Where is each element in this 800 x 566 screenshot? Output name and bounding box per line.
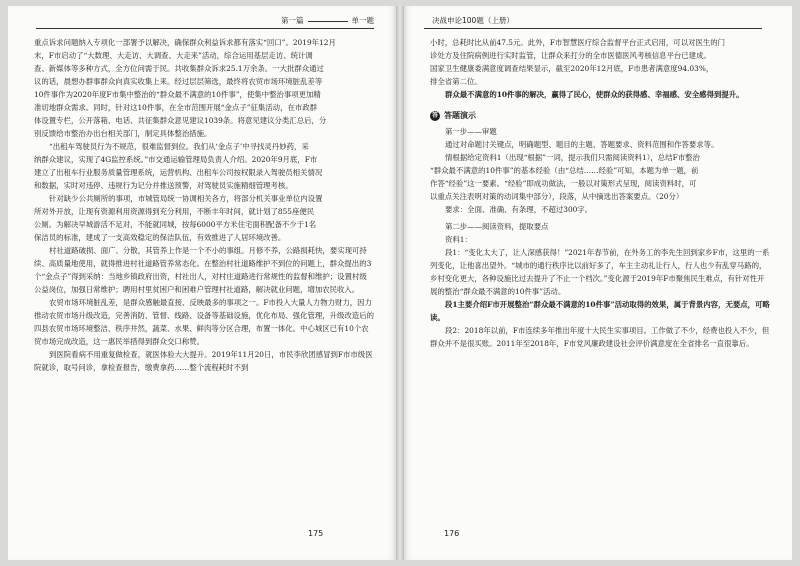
answer-icon: 答 bbox=[431, 111, 438, 119]
section-heading bbox=[430, 109, 770, 122]
text-line: 到医院看病不用重复做检查，就医体验大大提升。2019年11月20日，市民李欣团感冒到F市市级医院就诊，取号问诊，拿检查报告，缴费拿药……整个流程耗时不到 bbox=[34, 350, 373, 372]
step2-title: 第二步——阅读资料，提取要点 bbox=[445, 222, 549, 231]
text-line: 末，F市启动了“大数理、大走访、大调查、大走来”活动，综合运用基层走访、统计调 bbox=[34, 51, 313, 60]
material-label: 资料1： bbox=[445, 235, 472, 244]
text-line: 10件事作为2020年度F市集中整治的“群众最不满意的10件事”，使集中整治事项更加精 bbox=[34, 90, 321, 99]
header-rule bbox=[36, 28, 374, 29]
left-running-header bbox=[281, 15, 374, 26]
text-line: 纳群众建议，实现了4G监控系统。”市交通运输管理局负责人介绍。2020年9月底，F市 bbox=[34, 155, 318, 164]
text-line: 查、新媒体等多种方式，全方位问需于民。共收集群众诉求25.1万余条。一大批群众通过 bbox=[34, 64, 324, 73]
header-rule bbox=[424, 28, 762, 29]
text-line: 体设置专栏，公开落箱、电话、共征集群众意见建议1039条。将意见建议分类汇总后，分 bbox=[34, 116, 327, 125]
text-line: 通过对命题讨关键点，明确题型、题目的主题、答题要求、资料范围和作答要求等。 bbox=[445, 140, 719, 149]
header-part-label: 第一篇 bbox=[281, 16, 304, 25]
right-page-number: 176 bbox=[444, 529, 460, 538]
text-line: 群众最不满意的10件事的解决，赢得了民心，使群众的获得感、幸福感、安全感得到提升。 bbox=[445, 90, 744, 99]
text-line: 别反馈给市整治办出台相关部门，制定具体整治措施。 bbox=[34, 129, 212, 138]
text-line: 建立了出租车行业服务质量管理系统，运营机构、出租车公司按权限录入驾驶员相关情况 bbox=[34, 168, 323, 177]
left-page bbox=[8, 6, 396, 560]
text-line: 以重点关注表明对策的动词集中部分），段落，从中摘选出答案要点。（20分） bbox=[430, 192, 684, 201]
text-line: 保洁员的标准，建成了一支高效稳定的保洁队伍，有效推进了人居环境改善。 bbox=[34, 233, 286, 242]
text-line: 公厕。为解决早城游活不足对，不能就同城，按每6000平方米住宅面积配备不少于1名 bbox=[34, 220, 317, 229]
text-line: 准切地群众需求。同时，针对这10件事，在全市范围开展“金点子”征集活动，在市政群 bbox=[34, 103, 318, 112]
text-line: 国家卫生健康委满意度调查结果显示，截至2020年12月底，F市患者满意度94.03%， bbox=[430, 64, 714, 73]
text-line: 作答“经验”这一要素。“经验”即成功做法，一般以对策形式呈现，阅读资料时，可 bbox=[430, 179, 697, 188]
text-line: 和数据，实时对违停、违规行为记分并推送预警，对驾驶员实施精细管理考核。 bbox=[34, 181, 293, 190]
text-line: 村社道路破损、面广、分散，其管养上作是一个不小的事组。月修不养，公路损耗快，要实现可持续、高质量地使用，就得推进村社道路管养常态化。在整治村社道路维护不到位的问题上，群众提出的3个“金点子”得到采纳：当地乡镇政府出资，村社出人，对村庄道路进行常规性的监督和维护；设置村级公益岗位，加强日常维护；聘用村里贫困户和困难户管理村社道路，解决就业问题，增加农民收入。 bbox=[34, 246, 372, 294]
section-title: 答题演示 bbox=[444, 111, 476, 120]
text-line: 诊处方及住院病例进行实时监管，让群众来打分的全市医德医风考核信息平台已建成。 bbox=[430, 51, 711, 60]
material-paragraph-1: 段1：“变化太大了，让人深感获得！”2021年春节前，在外务工的李先生回到家乡F市，这里的一系列变化，让他喜出望外。“城市的通行秩序比以前好多了，车主主动礼让行人，行人也少有乱穿马路的，乡村变化更大，各种设施比过去提升了不止一个档次。”变化源于2019年F市聚焦民生难点，有针对性开展的整治“群众最不满意的10件事”活动。 bbox=[430, 248, 770, 296]
text-line: 情根据给定资料1（出现“根据”一词，提示我们只需阅读资料1），总结F市整治 bbox=[445, 153, 700, 162]
step1-title: 第一步——审题 bbox=[445, 127, 497, 136]
text-line: “群众最不满意的10件事”的基本经验（由“总结……经验”可知，本题为单一题，前 bbox=[430, 166, 699, 175]
left-page-text bbox=[34, 36, 374, 374]
paragraph-1-note: 段1主要介绍F市开展整治“群众最不满意的10件事”活动取得的效果，属于背景内容，无要点，可略读。 bbox=[430, 300, 770, 322]
left-page-number: 175 bbox=[308, 529, 324, 538]
header-chapter-label: 单一题 bbox=[351, 16, 374, 25]
right-page-text bbox=[430, 36, 770, 350]
material-paragraph-2: 段2：2018年以前，F市连续多年推出年度十大民生实事项目。工作做了不少，经费也投入不少，但群众并不是很买账。2011年至2018年，F市党风廉政建设社会评价满意度在全省排名一直很靠后。 bbox=[430, 326, 770, 348]
right-page bbox=[404, 6, 792, 560]
text-line: 要求：全面、准确、有条理，不超过300字。 bbox=[445, 205, 593, 214]
text-line: 排全省第二位。 bbox=[430, 77, 482, 86]
text-line: 重点诉求问题纳入专项化一部署予以解决，确保群众利益诉求都有落实“回口”。2019年12月 bbox=[34, 38, 336, 47]
text-line: 农贸市场环境脏乱差，是群众感触最直接、反映最多的事项之一。F市投入大量人力物力财力，因力推动农贸市场升级改造，完善消防、管督、线路、设备等基础设施，优化布局、强化管理，升级改造后的四县农贸市场环境整洁、秩序井然，蔬菜、水果、鲜肉等分区合理，布置一体化。中心城区已有10个农贸市场完成改造，这一惠民举措得到群众交口称赞。 bbox=[34, 298, 374, 346]
text-line: “出租车驾驶员行为不规范，很难监督到位。我们从‘金点子’中寻找灵丹妙药，采 bbox=[49, 142, 309, 151]
text-line: 所对外开放，让现有资源利用资源得到充分利用，不断丰年时间，就计划了855座便民 bbox=[34, 207, 315, 216]
text-line: 小时，总耗时比从前47.5元。此外，F市智慧医疗综合监督平台正式启用，可以对医生的门 bbox=[430, 38, 726, 47]
book-spine bbox=[396, 6, 404, 560]
text-line: 议的话，晨想办群事群众向真实收集上来。经过层层筛选，最终将农贸市场环境脏乱差等 bbox=[34, 77, 323, 86]
text-line: 针对缺少公共厕所的事项，市城管局统一协调相关各方，将部分机关事业单位内设置 bbox=[49, 194, 323, 203]
right-running-header: 决战申论100题（上册） bbox=[432, 16, 514, 25]
